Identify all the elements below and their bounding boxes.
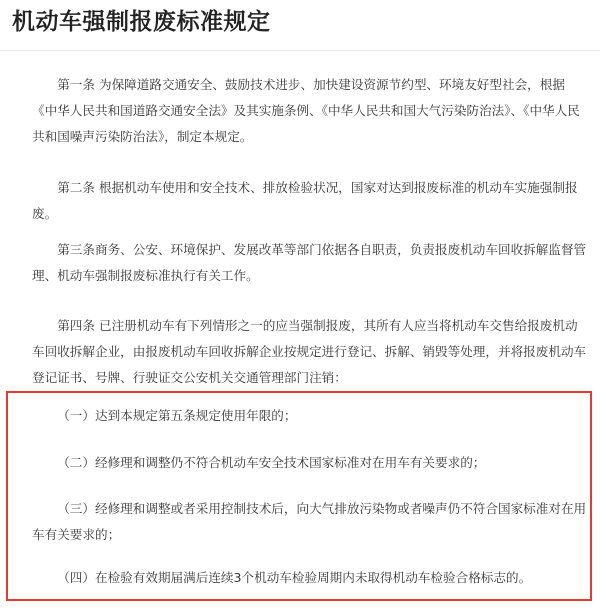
article-1: 第一条 为保障道路交通安全、鼓励技术进步、加快建设资源节约型、环境友好型社会，根据《中华人民共和国道路交通安全法》及其实施条例、《中华人民共和国大气污染防治法》、《中华人民共和国噪声污染防治法》，制定本规定。: [32, 77, 580, 144]
title-divider: [0, 50, 600, 51]
clause-4: （四）在检验有效期届满后连续3个机动车检验周期内未取得机动车检验合格标志的。: [57, 570, 532, 585]
article-4: 第四条 已注册机动车有下列情形之一的应当强制报废，其所有人应当将机动车交售给报废机动车回收拆解企业，由报废机动车回收拆解企业按规定进行登记、拆解、销毁等处理，并将报废机动车登记证书、号牌、行驶证交公安机关交通管理部门注销：: [32, 318, 587, 385]
clause-2: （二）经修理和调整仍不符合机动车安全技术国家标准对在用车有关要求的；: [57, 455, 486, 470]
article-3: 第三条商务、公安、环境保护、发展改革等部门依据各自职责，负责报废机动车回收拆解监督管理、机动车强制报废标准执行有关工作。: [32, 242, 587, 283]
page-title: 机动车强制报废标准规定: [12, 9, 271, 35]
article-2: 第二条 根据机动车使用和安全技术、排放检验状况，国家对达到报废标准的机动车实施强制报废。: [32, 180, 578, 221]
clause-1: （一）达到本规定第五条规定使用年限的；: [57, 408, 297, 423]
clause-3: （三）经修理和调整或者采用控制技术后，向大气排放污染物或者噪声仍不符合国家标准对在用车有关要求的；: [32, 501, 587, 542]
